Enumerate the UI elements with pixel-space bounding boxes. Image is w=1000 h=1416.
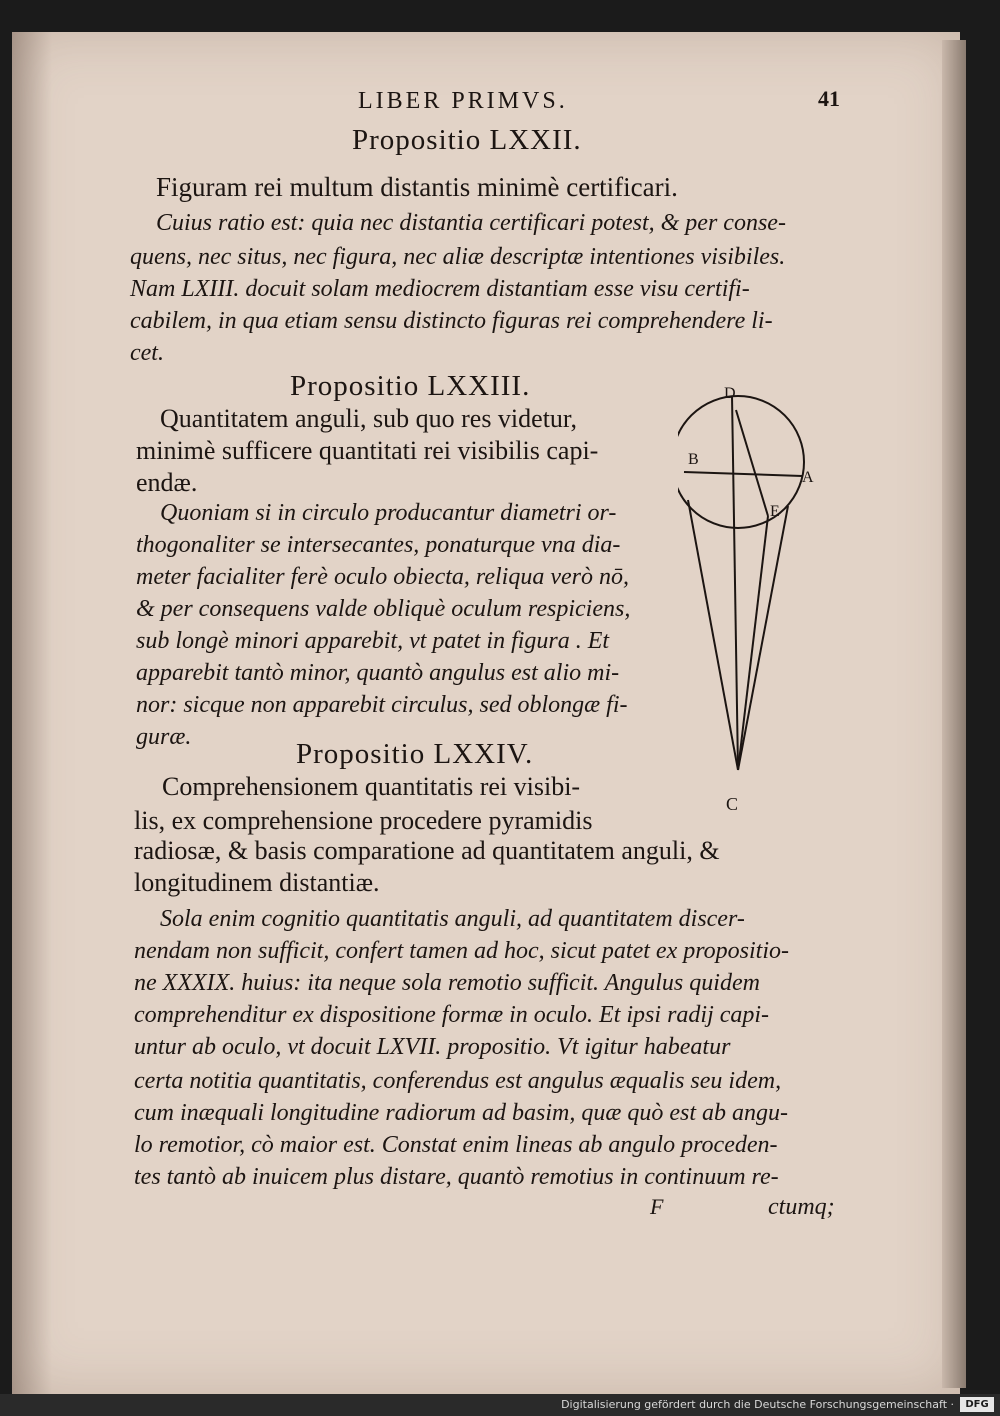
prop74-heading: Propositio LXXIV. bbox=[296, 738, 534, 770]
dfg-logo: DFG bbox=[960, 1397, 994, 1412]
prop74-enunciation-line: longitudinem distantiæ. bbox=[134, 868, 380, 897]
prop73-body-line: apparebit tantò minor, quantò angulus est alio mi- bbox=[136, 660, 620, 686]
prop74-enunciation-line: Comprehensionem quantitatis rei visibi- bbox=[162, 772, 581, 801]
prop72-body-line: cabilem, in qua etiam sensu distincto figuras rei comprehendere li- bbox=[130, 308, 773, 334]
prop73-body-line: thogonaliter se intersecantes, ponaturque vna dia- bbox=[136, 532, 621, 558]
diagram-chord-e bbox=[736, 410, 768, 516]
prop73-body-line: meter facialiter ferè oculo obiecta, reliqua verò nō, bbox=[136, 564, 629, 590]
prop72-body-line: Cuius ratio est: quia nec distantia certificari potest, & per conse- bbox=[156, 210, 786, 236]
running-head: LIBER PRIMVS. bbox=[358, 88, 568, 114]
prop74-enunciation-line: radiosæ, & basis comparatione ad quantitatem anguli, & bbox=[134, 836, 720, 865]
diagram-cone-inner bbox=[738, 516, 768, 770]
prop74-body-line: lo remotior, cò maior est. Constat enim lineas ab angulo proceden- bbox=[134, 1132, 778, 1158]
prop74-body-line: tes tantò ab inuicem plus distare, quantò remotius in continuum re- bbox=[134, 1164, 779, 1190]
diagram-label-d: D bbox=[724, 385, 736, 402]
diagram-label-b: B bbox=[688, 451, 699, 468]
diagram-cone-right bbox=[738, 506, 788, 770]
page-edge bbox=[942, 40, 966, 1388]
prop73-enunciation-line: minimè sufficere quantitati rei visibilis capi- bbox=[136, 436, 599, 465]
diagram-label-e: E bbox=[770, 503, 780, 520]
prop73-body-line: guræ. bbox=[136, 724, 192, 750]
prop72-heading: Propositio LXXII. bbox=[352, 124, 582, 156]
diagram-diameter-dc bbox=[732, 396, 738, 770]
footer-credit: Digitalisierung gefördert durch die Deutsche Forschungsgemeinschaft · bbox=[561, 1398, 954, 1411]
prop72-body-line: quens, nec situs, nec figura, nec aliæ descriptæ intentiones visibiles. bbox=[130, 244, 786, 270]
prop73-body-line: & per consequens valde obliquè oculum respiciens, bbox=[136, 596, 631, 622]
prop74-body-line: Sola enim cognitio quantitatis anguli, ad quantitatem discer- bbox=[160, 906, 745, 932]
prop74-body-line: cum inæquali longitudine radiorum ad basim, quæ quò est ab angu- bbox=[134, 1100, 788, 1126]
prop72-body-line: cet. bbox=[130, 340, 164, 366]
prop74-body-line: comprehenditur ex dispositione formæ in oculo. Et ipsi radij capi- bbox=[134, 1002, 770, 1028]
prop73-heading: Propositio LXXIII. bbox=[290, 370, 531, 402]
catchword: ctumq; bbox=[768, 1194, 835, 1220]
prop72-enunciation: Figuram rei multum distantis minimè certificari. bbox=[156, 172, 678, 202]
diagram-diameter-ba bbox=[684, 472, 802, 476]
prop74-enunciation-line: lis, ex comprehensione procedere pyramidis bbox=[134, 806, 593, 835]
diagram-label-a: A bbox=[802, 469, 814, 486]
prop74-body-line: ne XXXIX. huius: ita neque sola remotio sufficit. Angulus quidem bbox=[134, 970, 760, 996]
page-number: 41 bbox=[818, 86, 840, 111]
diagram-label-c: C bbox=[726, 794, 739, 810]
prop74-body-line: certa notitia quantitatis, conferendus est angulus æqualis seu idem, bbox=[134, 1068, 782, 1094]
prop74-body-line: untur ab oculo, vt docuit LXVII. propositio. Vt igitur habeatur bbox=[134, 1034, 731, 1060]
diagram-cone-left bbox=[688, 500, 738, 770]
prop74-body-line: nendam non sufficit, confert tamen ad hoc, sicut patet ex propositio- bbox=[134, 938, 790, 964]
prop72-body-line: Nam LXIII. docuit solam mediocrem distantiam esse visu certifi- bbox=[130, 276, 750, 302]
prop73-enunciation-line: endæ. bbox=[136, 468, 198, 497]
prop73-body-line: Quoniam si in circulo producantur diametri or- bbox=[160, 500, 617, 526]
prop73-enunciation-line: Quantitatem anguli, sub quo res videtur, bbox=[160, 404, 578, 433]
prop73-body-line: sub longè minori apparebit, vt patet in figura . Et bbox=[136, 628, 610, 654]
circle-cone-diagram bbox=[678, 380, 838, 810]
signature-mark: F bbox=[650, 1194, 664, 1219]
gutter-shadow bbox=[12, 32, 52, 1394]
prop73-body-line: nor: sicque non apparebit circulus, sed oblongæ fi- bbox=[136, 692, 628, 718]
